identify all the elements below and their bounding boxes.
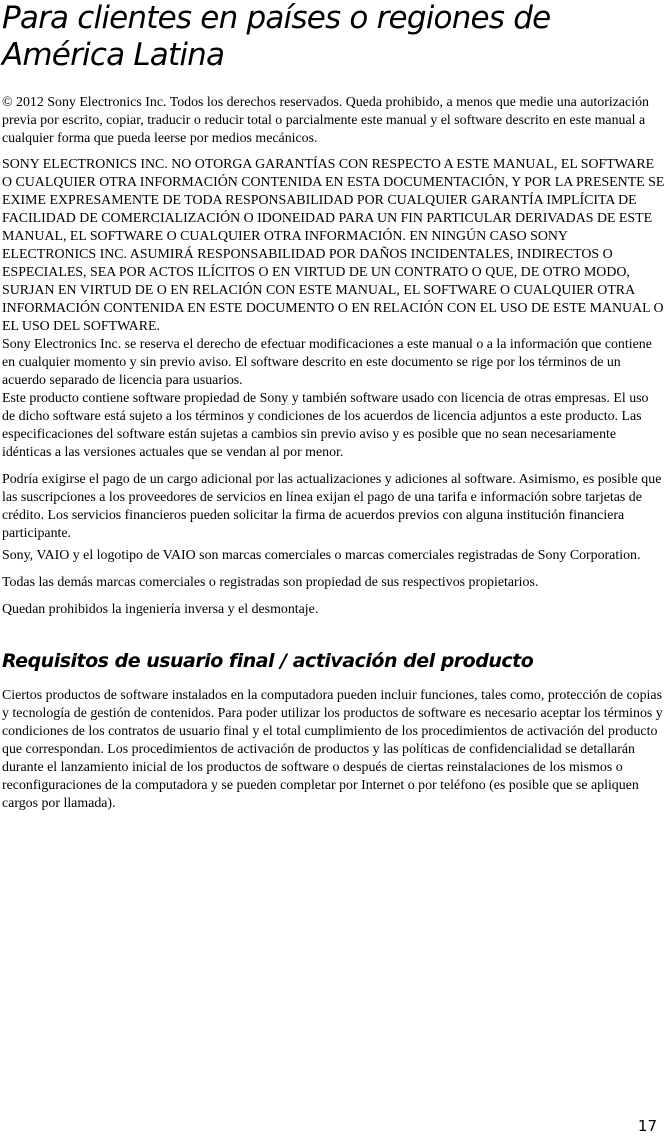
page-number: 17: [637, 1117, 657, 1135]
additional-charges-paragraph: Podría exigirse el pago de un cargo adicional por las actualizaciones y adiciones al software. Asimismo, es posible que las suscripciones a los proveedores de servicios en línea exijan el pago de una tarifa e información sobre tarjetas de crédito. Los servicios financieros pueden solicitar la firma de acuerdos previos con alguna institución financiera participante.: [2, 472, 662, 541]
warranty-disclaimer-paragraph: SONY ELECTRONICS INC. NO OTORGA GARANTÍAS CON RESPECTO A ESTE MANUAL, EL SOFTWARE O CUALQUIER OTRA INFORMACIÓN CONTENIDA EN ESTA DOCUMENTACIÓN, Y POR LA PRESENTE SE EXIME EXPRESAMENTE DE TODA RESPONSABILIDAD POR CUALQUIER GARANTÍA IMPLÍCITA DE FACILIDAD DE COMERCIALIZACIÓN O IDONEIDAD PARA UN FIN PARTICULAR DERIVADAS DE ESTE MANUAL, EL SOFTWARE O CUALQUIER OTRA INFORMACIÓN. EN NINGÚN CASO SONY ELECTRONICS INC. ASUMIRÁ RESPONSABILIDAD POR DAÑOS INCIDENTALES, INDIRECTOS O ESPECIALES, SEA POR ACTOS ILÍCITOS O EN VIRTUD DE UN CONTRATO O QUE, DE OTRO MODO, SURJAN EN VIRTUD DE O EN RELACIÓN CON ESTE MANUAL, EL SOFTWARE O CUALQUIER OTRA INFORMACIÓN CONTENIDA EN ESTE DOCUMENTO O EN RELACIÓN CON EL USO DE ESTE MANUAL O EL USO DEL SOFTWARE.: [2, 157, 665, 334]
reverse-engineering-paragraph: Quedan prohibidos la ingeniería inversa y el desmontaje.: [2, 602, 319, 617]
activation-requirements-paragraph: Ciertos productos de software instalados en la computadora pueden incluir funciones, tales como, protección de copias y tecnología de gestión de contenidos. Para poder utilizar los productos de software es necesario aceptar los términos y condiciones de los contratos de usuario final y el total cumplimiento de los procedimientos de activación del producto que correspondan. Los procedimientos de activación de productos y las políticas de confidencialidad se detallarán durante el lanzamiento inicial de los productos de software o después de ciertas reinstalaciones de los mismos o reconfiguraciones de la computadora y se pueden completar por Internet o por teléfono (es posible que se apliquen cargos por llamada).: [2, 688, 663, 811]
copyright-paragraph: © 2012 Sony Electronics Inc. Todos los derechos reservados. Queda prohibido, a menos que medie una autorización previa por escrito, copiar, traducir o reducir total o parcialmente este manual y el software descrito en este manual a cualquier forma que pueda leerse por medios mecánicos.: [2, 95, 649, 146]
modification-rights-paragraph: Sony Electronics Inc. se reserva el derecho de efectuar modificaciones a este manual o a la información que contiene en cualquier momento y sin previo aviso. El software descrito en este documento se rige por los términos de un acuerdo separado de licencia para usuarios.: [2, 337, 652, 388]
licensed-software-paragraph: Este producto contiene software propiedad de Sony y también software usado con licencia de otras empresas. El uso de dicho software está sujeto a los términos y condiciones de los acuerdos de licencia adjuntos a este producto. Las especificaciones del software están sujetas a cambios sin previo aviso y es posible que no sean necesariamente idénticas a las versiones actuales que se vendan al por menor.: [2, 391, 649, 460]
page-title: Para clientes en países o regiones de América Latina: [2, 0, 551, 73]
trademarks-paragraph: Sony, VAIO y el logotipo de VAIO son marcas comerciales o marcas comerciales registradas de Sony Corporation.: [2, 548, 641, 563]
other-trademarks-paragraph: Todas las demás marcas comerciales o registradas son propiedad de sus respectivos propietarios.: [2, 575, 539, 590]
section-heading: Requisitos de usuario final / activación del producto: [2, 650, 534, 672]
